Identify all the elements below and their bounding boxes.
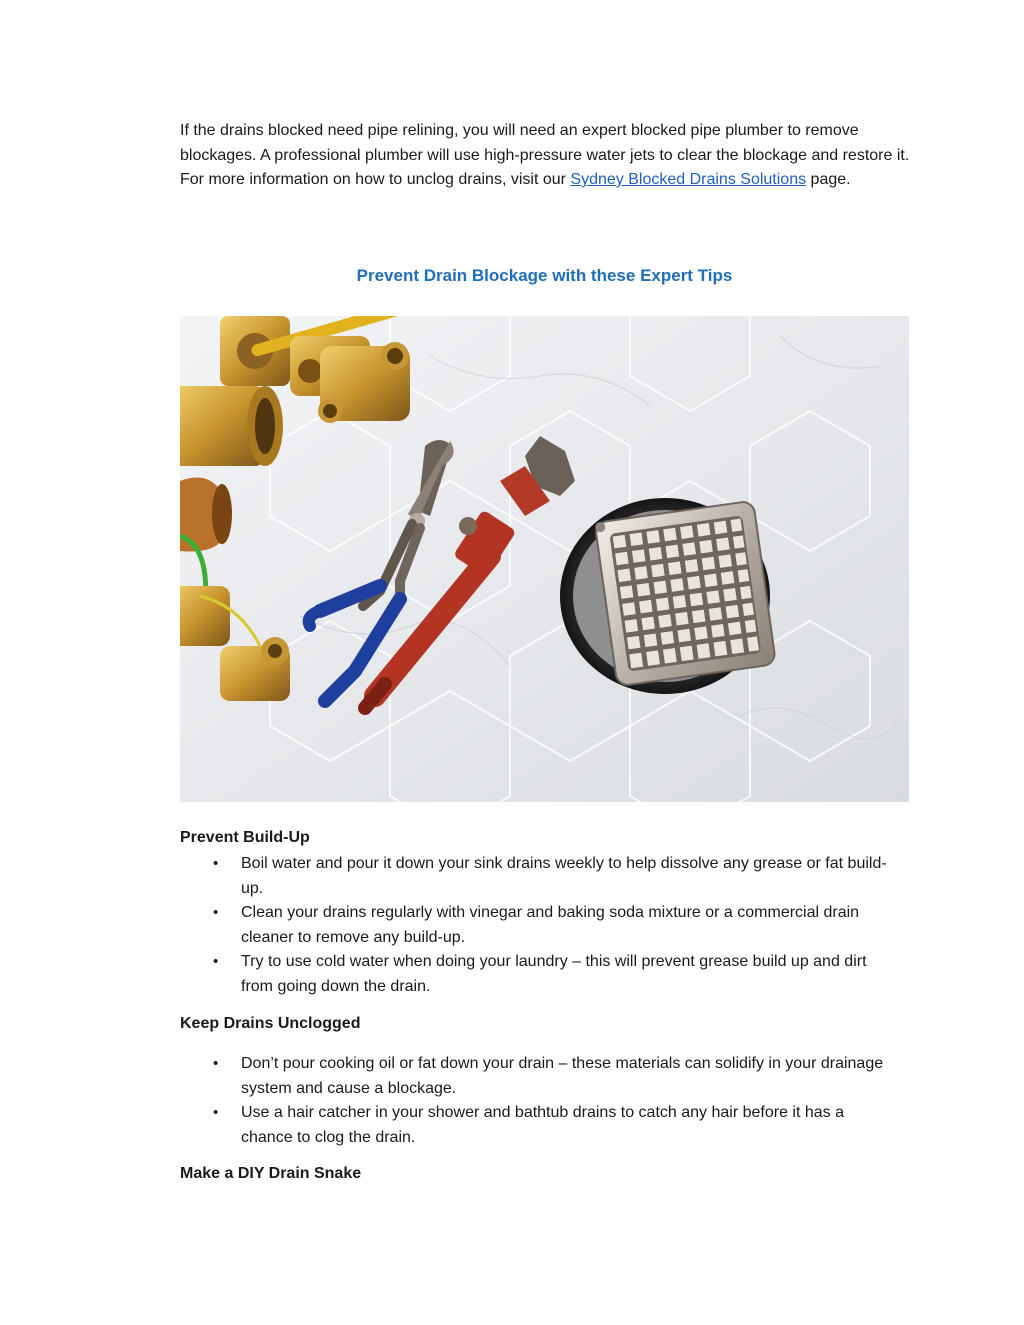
- bullet-icon: •: [213, 1055, 219, 1072]
- bullet-icon: •: [213, 953, 219, 970]
- section-heading: Keep Drains Unclogged: [180, 1015, 361, 1032]
- list-item-text: Try to use cold water when doing your laundry – this will prevent grease build up and dirt from going down the drain.: [241, 953, 867, 995]
- intro-paragraph: [180, 119, 910, 193]
- bullet-icon: •: [213, 904, 219, 921]
- list-item-text: Boil water and pour it down your sink drains weekly to help dissolve any grease or fat build-up.: [241, 855, 887, 897]
- section-heading: Prevent Build-Up: [180, 829, 310, 846]
- list-item: [180, 852, 900, 901]
- intro-text-end: page.: [806, 171, 851, 188]
- bullet-list: [180, 852, 900, 999]
- list-item-text: Don’t pour cooking oil or fat down your drain – these materials can solidify in your drainage system and cause a blockage.: [241, 1055, 884, 1097]
- bullet-icon: •: [213, 855, 219, 872]
- bullet-icon: •: [213, 1104, 219, 1121]
- floor-drain: [560, 498, 776, 694]
- section-title: Prevent Drain Blockage with these Expert Tips: [356, 266, 733, 285]
- sydney-blocked-drains-link[interactable]: Sydney Blocked Drains Solutions: [570, 171, 807, 188]
- list-item: [180, 901, 900, 950]
- list-item: [180, 950, 900, 999]
- plumbing-tools-photo: [180, 316, 909, 802]
- intro-text: If the drains blocked need pipe relining, you will need an expert blocked pipe plumber to remove blockages. A professional plumber will use high-pressure water jets to clear the blockage and restore it. For more information on how to unclog drains, visit our: [180, 122, 910, 188]
- list-item: [180, 1052, 900, 1101]
- list-item-text: Clean your drains regularly with vinegar and baking soda mixture or a commercial drain cleaner to remove any build-up.: [241, 904, 860, 946]
- bullet-list: [180, 1052, 900, 1150]
- list-item: [180, 1101, 900, 1150]
- section-heading: Make a DIY Drain Snake: [180, 1165, 362, 1182]
- list-item-text: Use a hair catcher in your shower and bathtub drains to catch any hair before it has a chance to clog the drain.: [241, 1104, 845, 1146]
